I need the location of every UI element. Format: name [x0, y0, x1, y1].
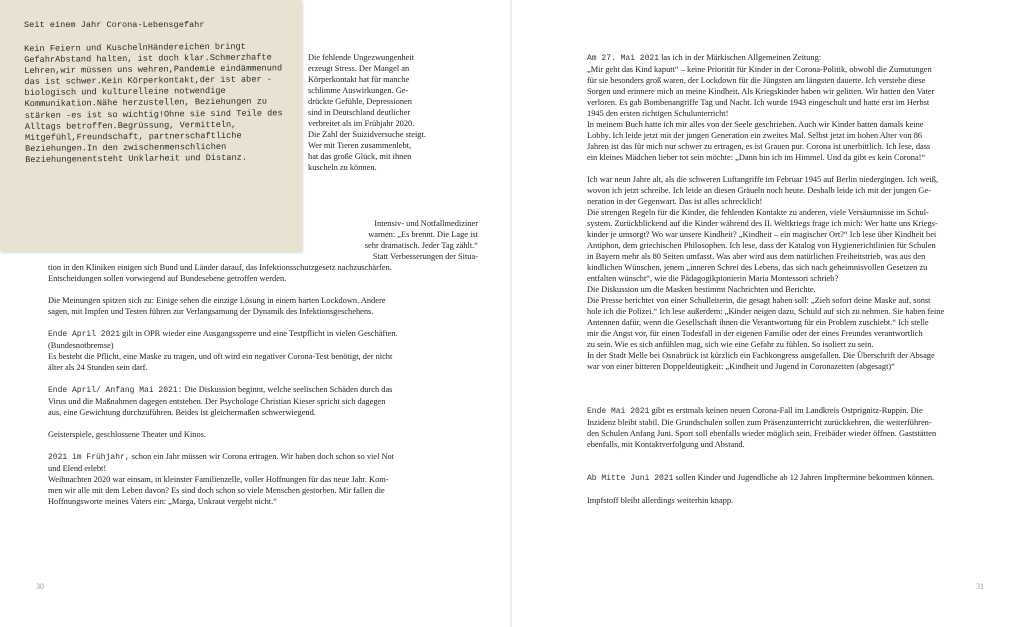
side-column-1-line: Die fehlende Ungezwungenheit	[308, 53, 415, 62]
right-paragraph-2-line: system. Zurückblickend auf die Kinder während des II. Weltkriegs frage ich mich: Wer hatte uns Kriegs-	[587, 219, 938, 228]
poem-line: Schmerzhafte Lehren,	[24, 52, 272, 77]
poem-line: entsteht Unklarheit und Distanz.	[81, 152, 248, 165]
right-paragraph-2-line: kindlichen Wünschen, jenem „inneren Schrei des Lebens, das sich nach geheimnisvollen Gesetzen zu	[587, 263, 928, 272]
right-paragraph-2-line: wovon ich jetzt schreibe. Ich leide an diesen Gräueln noch heute. Deshalb leide ich mit der jungen Ge-	[587, 186, 931, 195]
right-paragraph-2-line: neration in der Gegenwart. Das ist alles schrecklich!	[587, 197, 763, 206]
right-body-text	[587, 52, 1007, 506]
side-column-2-line: sehr dramatisch. Jeder Tag zählt.“	[364, 241, 478, 250]
side-column-1-line: hat das große Glück, mit ihnen	[308, 152, 412, 161]
right-paragraph-1-line: „Mir geht das Kind kaputt“ – keine Priorität für Kinder in der Corona-Politik, obwohl die Zumutungen	[587, 65, 932, 74]
date-label: Ab Mitte Juni 2021	[587, 474, 674, 483]
paragraph-1-line: tion in den Kliniken einigen sich Bund und Länder darauf, das Infektionsschutzgesetz nachzuschärfen.	[48, 263, 392, 272]
poem-line: Händereichen bringt Gefahr	[24, 41, 246, 66]
paragraph-3-first-line: gilt in OPR wieder eine Ausgangssperre und eine Testpflicht in vielen Geschäften.	[120, 329, 398, 338]
right-paragraph-2-line: kinder je umsorgt? Wo war unsere Kindheit? „Kindheit – ein magischer Ort?“ Ich lese über Kindheit bei	[587, 230, 937, 239]
right-paragraph-3	[587, 405, 1007, 450]
poem-line: Abstand halten, ist doch klar.	[55, 53, 210, 65]
right-page	[512, 0, 1024, 627]
paragraph-6	[48, 451, 488, 507]
side-column-2-line: Intensiv- und Notfallmediziner	[374, 219, 478, 228]
right-paragraph-2-line: Die Presse berichtet von einer Schulleiterin, die gesagt haben soll: „Zieh sofort deine Maske auf, sonst	[587, 296, 931, 305]
poem-line: Kein Körperkontakt,	[101, 75, 200, 87]
paragraph-1-line: Entscheidungen sollen vorwiegend auf Bundesebene getroffen werden.	[48, 274, 287, 283]
poem-line: eine notwendige Kommunikation.	[24, 86, 226, 110]
side-column-1	[308, 52, 478, 173]
paragraph-2-line: Die Meinungen spitzen sich zu: Einige sehen die einzige Lösung in einem harten Lockdown. Andere	[48, 296, 386, 305]
side-column-2	[308, 218, 478, 262]
paragraph-6-line: Weihnachten 2020 war einsam, in kleinster Familienzelle, voller Hoffnungen für das neue Jahr. Kom-	[48, 475, 389, 484]
side-column-1-line: sind in Deutschland deutlicher	[308, 108, 411, 117]
right-paragraph-2-line: hole ich die Polizei.“ Ich lese außerdem: „Kinder neigen dazu, Schuld auf sich zu nehmen. Sie haben feine	[587, 307, 945, 316]
right-paragraph-1-first-line: las ich in der Märkischen Allgemeinen Zeitung:	[659, 53, 822, 62]
right-paragraph-1	[587, 52, 1007, 163]
poem-line: Freundschaft, partnerschaftliche Beziehungen.	[25, 130, 242, 154]
poem-line: In den zwischenmenschlichen Beziehungen	[25, 141, 227, 165]
paragraph-6-line: men wir alle mit dem Leben davon? Es sind doch schon so viele Menschen gestorben. Mir fallen die	[48, 486, 385, 495]
poem-line: Kein Feiern und Kuscheln	[24, 42, 148, 54]
typewritten-note	[0, 0, 302, 252]
side-column-2-line: Statt Verbesserungen der Situa-	[372, 252, 478, 261]
right-paragraph-1-line: verloren. Es gab Bombenangriffe Tag und Nacht. Ich wurde 1943 eingeschult und hatte erst im Herbst	[587, 98, 930, 107]
paragraph-6-first-line: schon ein Jahr müssen wir Corona ertragen. Wir haben doch schon so viel Not	[129, 452, 395, 461]
date-label: Ende April/ Anfang Mai 2021:	[48, 386, 183, 395]
side-column-1-line: verbreitet als im Frühjahr 2020.	[308, 119, 415, 128]
right-paragraph-2-line: In der Stadt Melle bei Osnabrück ist kürzlich ein Fachkongress ausgefallen. Die Überschrift der Absage	[587, 351, 935, 360]
poem-line: der ist aber - biologisch und kulturell	[24, 74, 273, 99]
side-column-1-line: Wer mit Tieren zusammenlebt,	[308, 141, 412, 150]
right-paragraph-2-line: Die Diskussion um die Masken bestimmt Nachrichten und Berichte.	[587, 285, 816, 294]
note-title: Seit einem Jahr Corona-Lebensgefahr	[24, 20, 205, 30]
poem-line: Begrüssung, Vermitteln, Mitgefühl,	[24, 119, 237, 143]
right-paragraph-3-line: den Schulen Anfang Juni. Sport soll ebenfalls wieder möglich sein, Freibäder wieder öffnen. Gaststätten	[587, 429, 937, 438]
right-paragraph-2-line: Antiphon, dem griechischen Philosophen. Ich lese, dass der Katalog von Hygienerichtlinien für Schulen	[587, 241, 936, 250]
paragraph-3	[48, 328, 488, 373]
right-paragraph-2-line: Ich war neun Jahre alt, als die schweren Luftangriffe im Februar 1945 auf Berlin niedergingen. Ich weiß,	[587, 175, 939, 184]
side-column-1-line: Körperkontakt hat für manche	[308, 75, 410, 84]
right-paragraph-3-line: ebenfalls, mit Kontaktverfolgung und Abstand.	[587, 440, 745, 449]
right-paragraph-2-line: mir die Angst vor, für einen Todesfall in der eigenen Familie oder der eines Freundes verantwortlich	[587, 329, 923, 338]
page-number-left: 30	[36, 582, 44, 591]
right-paragraph-4	[587, 472, 1007, 484]
note-poem	[24, 41, 301, 166]
date-label: Am 27. Mai 2021	[587, 54, 660, 63]
right-paragraph-2-line: war von einer bitteren Doppeldeutigkeit: „Kindheit und Jugend in Coronazeiten (abgesagt)“	[587, 362, 895, 371]
right-paragraph-1-line: Jahren ist das für mich nur schwer zu ertragen, es ist Grauen pur. Corona ist unerbittlich. Ich lese, dass	[587, 142, 931, 151]
right-paragraph-2-line: in Bayern mehr als 80 Seiten umfasst. Was aber wird aus dem natürlichen Freiheitstrieb, was aus den	[587, 252, 926, 261]
poem-line: und das ist schwer.	[24, 63, 283, 88]
date-label: Ende April 2021	[48, 330, 121, 339]
right-paragraph-3-first-line: gibt es erstmals keinen neuen Corona-Fall im Landkreis Ostprignitz-Ruppin. Die	[649, 406, 923, 415]
right-paragraph-2	[587, 174, 1007, 372]
paragraph-3-line: Es besteht die Pflicht, eine Maske zu tragen, und oft wird ein negativer Corona-Test benötigt, der nicht	[48, 352, 393, 361]
right-paragraph-2-line: Die strengen Regeln für die Kinder, die fehlenden Kontakte zu anderen, viele Versäumnisse im Schul-	[587, 208, 929, 217]
right-paragraph-1-line: für sie besonders groß waren, der Lockdown für die Jüngsten am längsten dauerte. Ich verstehe diese	[587, 76, 926, 85]
right-paragraph-5: Impfstoff bleibt allerdings weiterhin knapp.	[587, 496, 734, 505]
side-column-1-line: schlimme Auswirkungen. Ge-	[308, 86, 409, 95]
paragraph-4-line: Virus und die Maßnahmen dagegen entstehen. Der Psychologe Christian Kieser spricht sich dagegen	[48, 397, 386, 406]
paragraph-4-line: aus, eine Gewichtung durchzuführen. Beides ist gleichermaßen schwerwiegend.	[48, 408, 316, 417]
side-column-1-line: drückte Gefühle, Depressionen	[308, 97, 412, 106]
right-paragraph-4-first-line: sollen Kinder und Jugendliche ab 12 Jahren Impftermine bekommen können.	[673, 473, 935, 482]
side-column-1-line: Die Zahl der Suizidversuche steigt.	[308, 130, 426, 139]
paragraph-3-line: (Bundesnotbremse)	[48, 341, 114, 350]
poem-line: Ohne sie sind Teile des Alltags betroffen.	[24, 107, 283, 132]
page-number-right: 31	[976, 582, 984, 591]
right-paragraph-2-line: zu sein. Wie es sich anfühlen mag, sich wie eine Gefahr zu fühlen. So isoliert zu sein.	[587, 340, 874, 349]
paragraph-6-line: Hoffnungsworte meines Vaters ein: „Marga, Unkraut vergeht nicht.“	[48, 497, 277, 506]
paragraph-2	[48, 295, 488, 317]
paragraph-3-line: älter als 24 Stunden sein darf.	[48, 363, 148, 372]
date-label: Ende Mai 2021	[587, 407, 650, 416]
paragraph-1	[48, 262, 488, 284]
paragraph-6-line: und Elend erlebt!	[48, 464, 107, 473]
right-paragraph-1-line: 1945 den ersten richtigen Schulunterricht!	[587, 109, 729, 118]
right-paragraph-1-line: Sorgen und erinnere mich an meine Kindheit. Als Kriegskinder haben wir gelitten. Wir hatten den Vater	[587, 87, 935, 96]
side-column-1-line: kuscheln zu können.	[308, 163, 377, 172]
side-column-1-line: erzeugt Stress. Der Mangel an	[308, 64, 410, 73]
left-body-text	[48, 262, 488, 507]
poem-line: Nähe herzustellen, Beziehungen zu stärken -	[24, 96, 268, 121]
right-paragraph-2-line: entfalten wünscht“, wie die Pädagogikpionierin Maria Montessori schrieb?	[587, 274, 839, 283]
poem-line: es ist so wichtig!	[71, 109, 165, 121]
paragraph-2-line: sagen, mit Impfen und Testen führen zur Verlangsamung der Dynamik des Infektionsgeschehens.	[48, 307, 374, 316]
right-paragraph-1-line: ein kleines Mädchen lieber tot sein möchte: „Dann bin ich im Himmel. Und da gibt es kein Corona!“	[587, 153, 926, 162]
right-paragraph-1-line: Lobby. Ich leide jetzt mit der jungen Generation ein zweites Mal. Selbst jetzt im hohen Alter von 86	[587, 131, 923, 140]
side-column-2-line: warnen: „Es brennt. Die Lage ist	[368, 230, 478, 239]
poem-line: Pandemie eindämmen	[173, 63, 267, 75]
paragraph-5: Geisterspiele, geschlossene Theater und Kinos.	[48, 430, 206, 439]
right-paragraph-1-line: In meinem Buch hatte ich mir alles von der Seele geschrieben. Auch wir Kinder hatten damals keine	[587, 120, 924, 129]
right-paragraph-3-line: Inzidenz bleibt stabil. Die Grundschulen sollen zum Präsenzunterricht zurückkehren, die weiterführen-	[587, 418, 932, 427]
paragraph-4	[48, 384, 488, 418]
right-paragraph-2-line: Antennen dafür, wenn die Gesellschaft ihnen die Verantwortung für ein Problem zuschiebt.“ Ich stelle	[587, 318, 929, 327]
paragraph-4-first-line: Die Diskussion beginnt, welche seelischen Schäden durch das	[182, 385, 393, 394]
poem-line: wir müssen uns wehren,	[60, 64, 174, 76]
date-label: 2021 im Frühjahr,	[48, 453, 130, 462]
